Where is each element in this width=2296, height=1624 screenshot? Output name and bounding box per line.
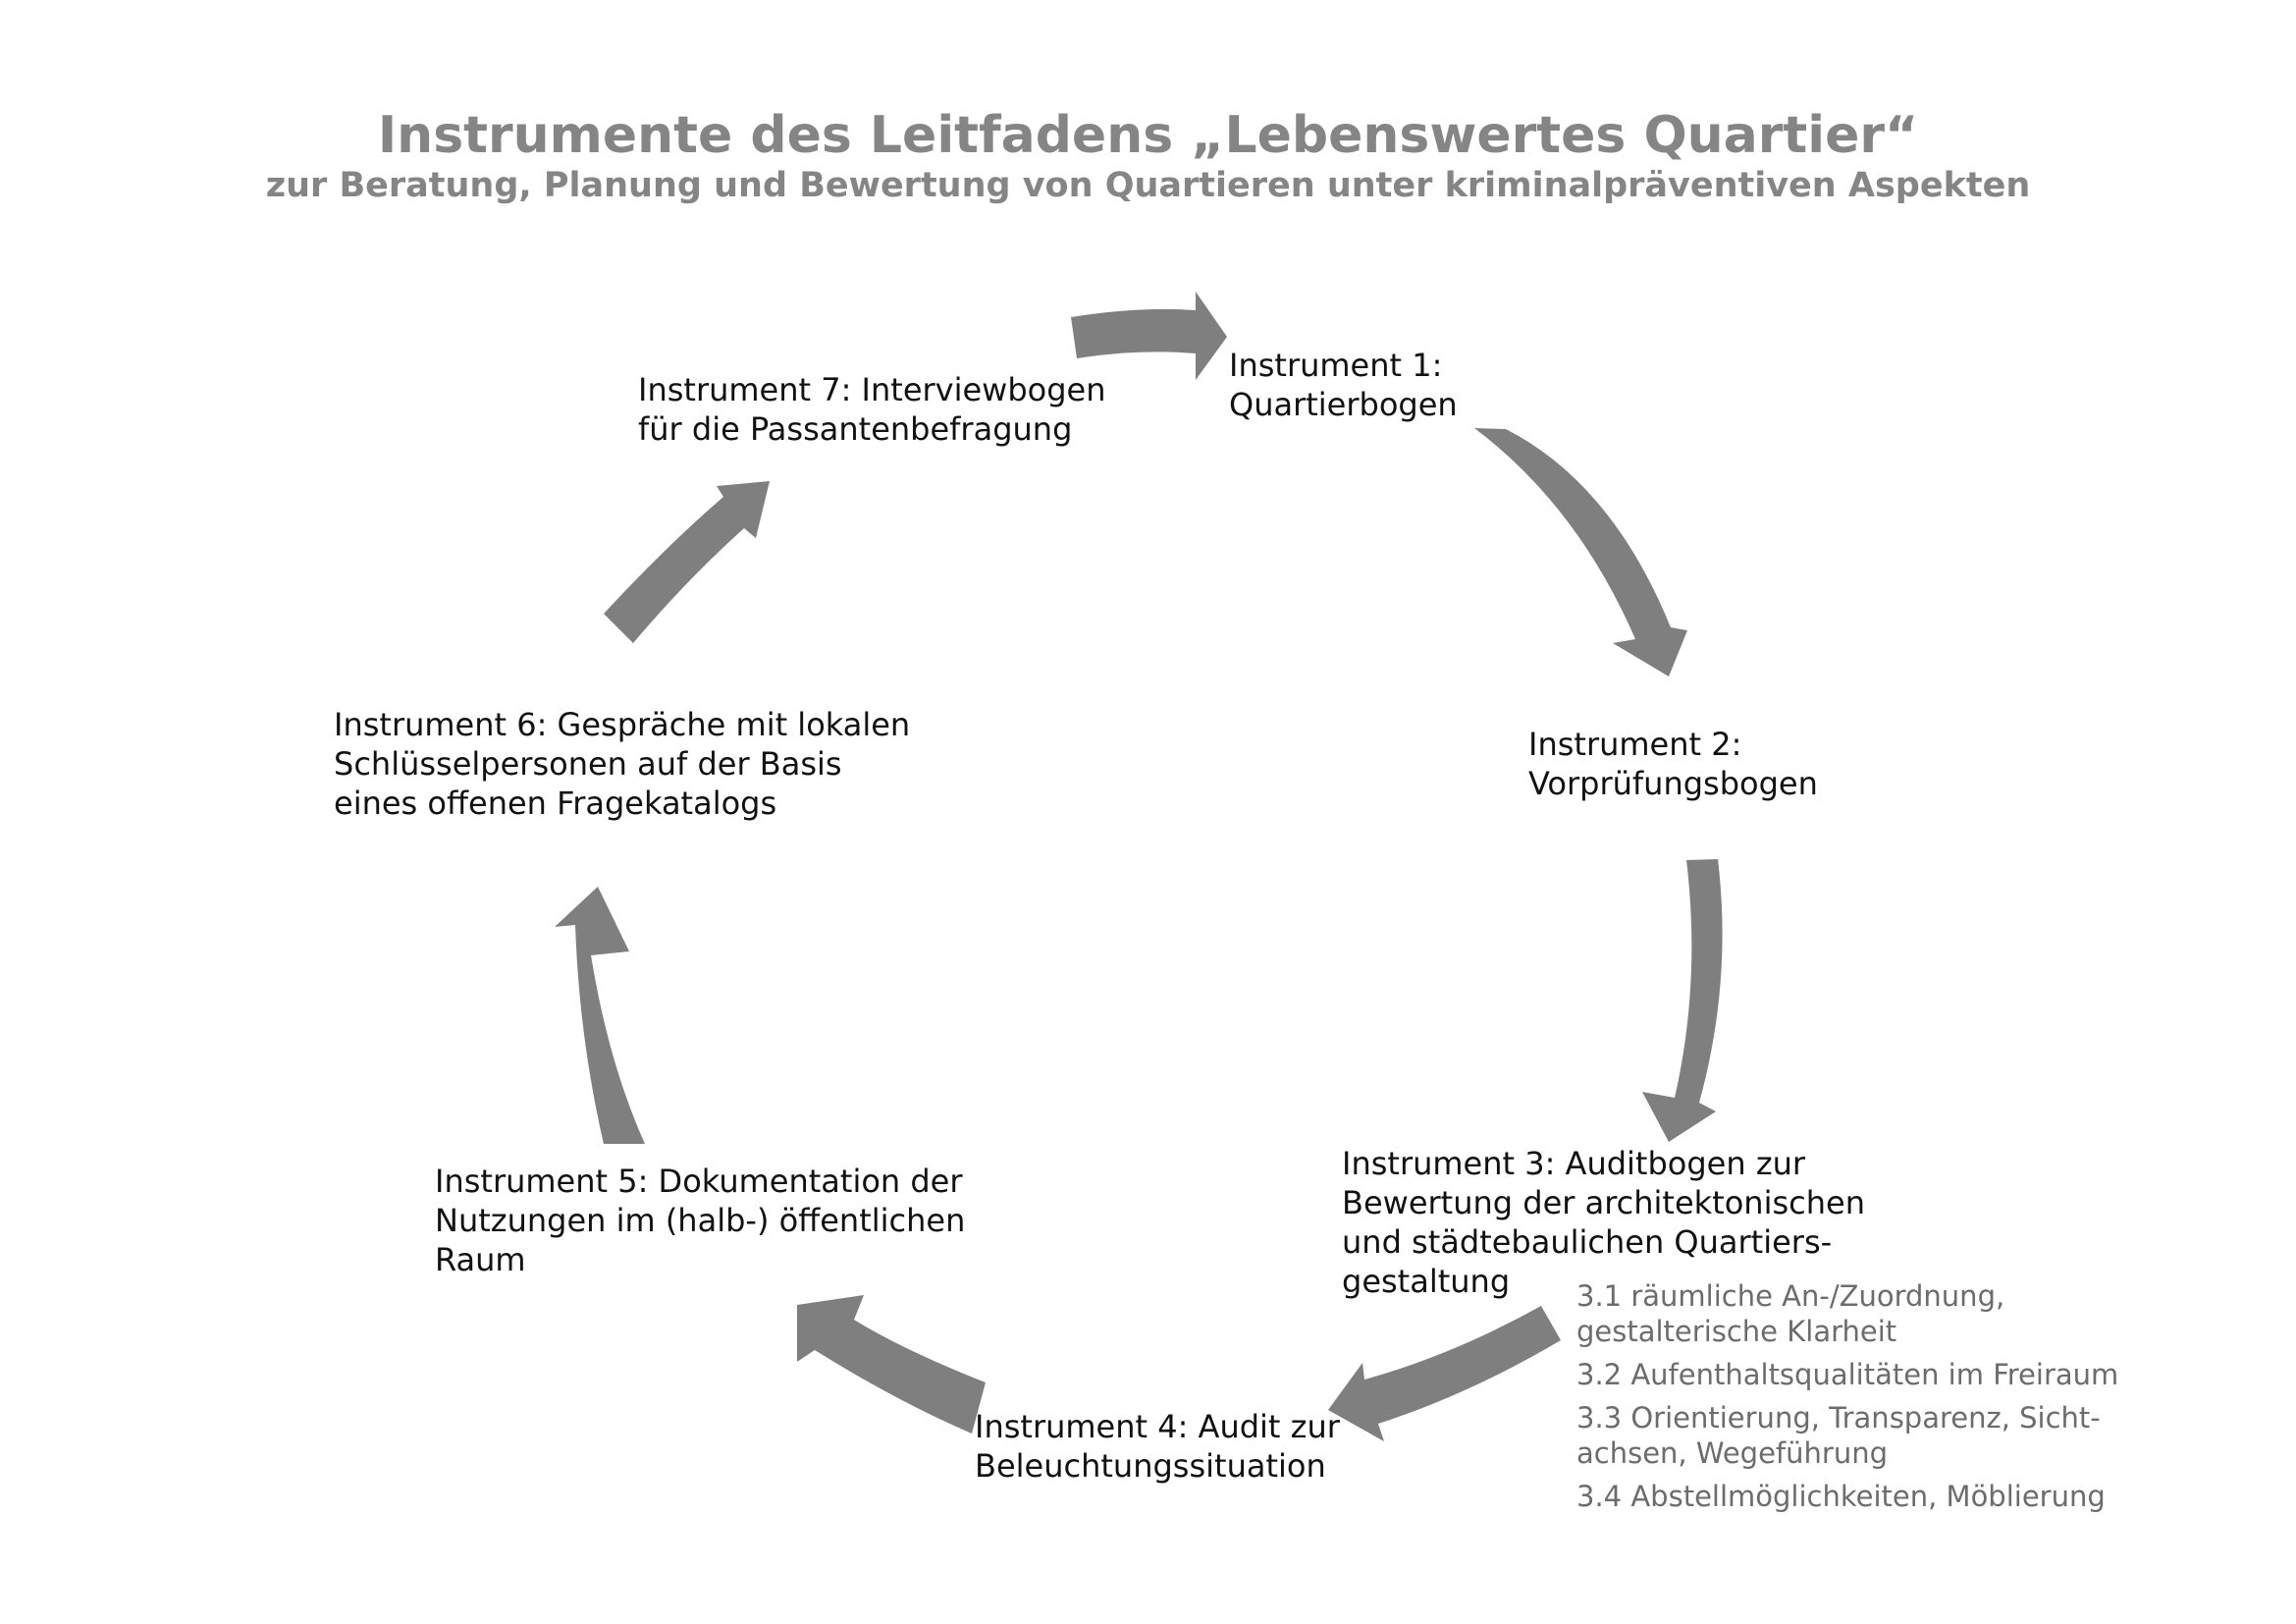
arrow-1-to-2-icon [1474,428,1687,677]
arrow-2-to-3-icon [1642,859,1723,1142]
instrument-3-label [1342,1144,1865,1301]
instrument-4-label [975,1407,1340,1486]
instrument-4-line-1: Instrument 4: Audit zur [975,1408,1340,1445]
instrument-3-line-3: und städtebaulichen Quartiers- [1342,1223,1833,1261]
subitem-3-3-line-1: 3.3 Orientierung, Transparenz, Sicht- [1576,1401,2101,1435]
instrument-2-label [1528,725,1818,803]
instrument-6-line-2: Schlüsselpersonen auf der Basis [334,745,842,783]
instrument-6-label [334,705,910,823]
instrument-4-line-2: Beleuchtungssituation [975,1447,1326,1485]
subitem-3-1-line-2: gestalterische Klarheit [1576,1315,1897,1348]
instrument-1-line-2: Quartierbogen [1229,386,1458,423]
instrument-1-line-1: Instrument 1: [1229,347,1443,384]
arrow-5-to-6-icon [555,887,645,1144]
arrow-4-to-5-icon [797,1295,986,1434]
instrument-3-line-1: Instrument 3: Auditbogen zur [1342,1145,1806,1182]
instrument-3-line-4: gestaltung [1342,1263,1511,1300]
subitem-3-1 [1576,1278,2126,1349]
arrow-6-to-7-icon [604,481,770,643]
arrow-7-to-1-icon [1071,292,1227,380]
subitem-3-2 [1576,1357,2126,1392]
instrument-3-subitem-list [1576,1278,2126,1522]
instrument-2-line-2: Vorprüfungsbogen [1528,765,1818,802]
instrument-7-label [638,370,1106,449]
subitem-3-4-line-1: 3.4 Abstellmöglichkeiten, Möblierung [1576,1480,2106,1513]
instrument-5-line-3: Raum [435,1241,526,1278]
subitem-3-4 [1576,1479,2126,1514]
instrument-7-line-1: Instrument 7: Interviewbogen [638,371,1106,408]
instrument-7-line-2: für die Passantenbefragung [638,410,1073,448]
subitem-3-3 [1576,1400,2126,1471]
subitem-3-3-line-2: achsen, Wegeführung [1576,1436,1888,1470]
arrow-3-to-4-icon [1328,1306,1561,1441]
instrument-3-line-2: Bewertung der architektonischen [1342,1184,1865,1221]
subitem-3-2-line-1: 3.2 Aufenthaltsqualitäten im Freiraum [1576,1358,2119,1391]
diagram-title: Instrumente des Leitfadens „Lebenswertes Quartier“ [377,106,1919,165]
instrument-1-label [1229,346,1458,424]
diagram-subtitle: zur Beratung, Planung und Bewertung von Quartieren unter kriminalpräventiven Aspekten [265,166,2031,205]
instrument-2-line-1: Instrument 2: [1528,726,1742,763]
instrument-6-line-1: Instrument 6: Gespräche mit lokalen [334,706,911,743]
instrument-5-line-2: Nutzungen im (halb-) öffentlichen [435,1202,966,1239]
instrument-6-line-3: eines offenen Fragekatalogs [334,785,777,822]
instrument-5-label [435,1162,965,1279]
subitem-3-1-line-1: 3.1 räumliche An-/Zuordnung, [1576,1279,2005,1313]
instrument-5-line-1: Instrument 5: Dokumentation der [435,1163,963,1200]
